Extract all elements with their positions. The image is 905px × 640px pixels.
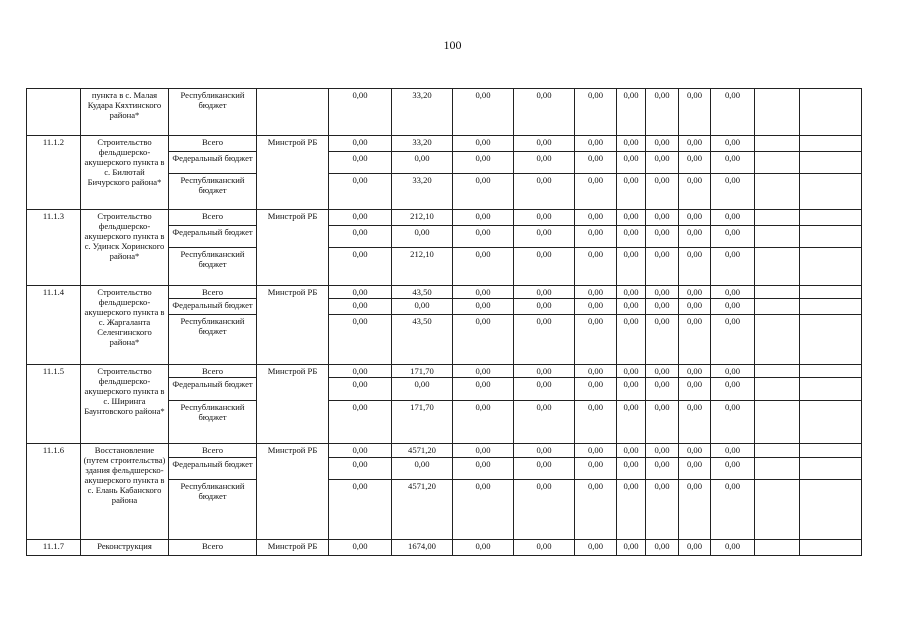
value-cell: 0,00 xyxy=(711,378,755,401)
activity-name-cell: Строительство фельдшерско-акушерского пункта в с. Ширинга Баунтовского района* xyxy=(81,365,169,444)
value-cell: 0,00 xyxy=(711,444,755,458)
value-cell: 4571,20 xyxy=(392,480,453,540)
funding-source-cell: Федеральный бюджет xyxy=(169,458,257,480)
value-cell: 0,00 xyxy=(514,226,575,248)
value-cell: 0,00 xyxy=(453,365,514,378)
value-cell: 0,00 xyxy=(711,226,755,248)
value-cell: 0,00 xyxy=(711,136,755,152)
value-cell: 0,00 xyxy=(514,540,575,556)
executor-cell: Минстрой РБ xyxy=(257,540,329,556)
value-cell: 0,00 xyxy=(711,315,755,365)
value-cell: 0,00 xyxy=(453,89,514,136)
value-cell: 0,00 xyxy=(329,480,392,540)
funding-source-cell: Всего xyxy=(169,136,257,152)
value-cell: 0,00 xyxy=(711,89,755,136)
page-number: 100 xyxy=(443,38,462,52)
value-cell: 0,00 xyxy=(617,152,646,174)
value-cell: 0,00 xyxy=(453,401,514,444)
value-cell: 0,00 xyxy=(453,315,514,365)
value-cell: 0,00 xyxy=(453,136,514,152)
funding-source-cell: Всего xyxy=(169,210,257,226)
value-cell: 0,00 xyxy=(514,248,575,286)
value-cell: 0,00 xyxy=(453,248,514,286)
value-cell: 0,00 xyxy=(646,458,679,480)
value-cell: 0,00 xyxy=(329,540,392,556)
value-cell: 0,00 xyxy=(679,458,711,480)
value-cell: 0,00 xyxy=(575,540,617,556)
value-cell: 43,50 xyxy=(392,315,453,365)
value-cell: 0,00 xyxy=(679,226,711,248)
executor-cell: Минстрой РБ xyxy=(257,286,329,365)
value-cell xyxy=(800,365,862,378)
funding-source-cell: Республиканский бюджет xyxy=(169,315,257,365)
executor-cell: Минстрой РБ xyxy=(257,365,329,444)
value-cell: 0,00 xyxy=(617,299,646,315)
value-cell: 0,00 xyxy=(646,315,679,365)
value-cell: 0,00 xyxy=(575,365,617,378)
table-row xyxy=(27,136,862,152)
value-cell: 0,00 xyxy=(329,174,392,210)
value-cell: 0,00 xyxy=(329,365,392,378)
value-cell xyxy=(800,210,862,226)
activity-name-cell: Строительство фельдшерско-акушерского пункта в с. Билютай Бичурского района* xyxy=(81,136,169,210)
value-cell xyxy=(800,315,862,365)
value-cell: 0,00 xyxy=(329,299,392,315)
value-cell: 0,00 xyxy=(453,458,514,480)
value-cell: 0,00 xyxy=(679,480,711,540)
value-cell: 0,00 xyxy=(575,401,617,444)
table-row xyxy=(27,89,862,136)
funding-source-cell: Федеральный бюджет xyxy=(169,378,257,401)
value-cell xyxy=(755,226,800,248)
value-cell: 0,00 xyxy=(514,365,575,378)
value-cell: 0,00 xyxy=(575,458,617,480)
value-cell: 0,00 xyxy=(453,378,514,401)
table-row xyxy=(27,210,862,226)
funding-source-cell: Республиканский бюджет xyxy=(169,401,257,444)
value-cell xyxy=(800,136,862,152)
value-cell: 0,00 xyxy=(617,210,646,226)
table-row xyxy=(27,365,862,378)
value-cell xyxy=(800,248,862,286)
value-cell xyxy=(800,299,862,315)
value-cell: 33,20 xyxy=(392,89,453,136)
value-cell: 0,00 xyxy=(514,458,575,480)
value-cell: 0,00 xyxy=(514,315,575,365)
value-cell: 0,00 xyxy=(646,299,679,315)
funding-source-cell: Всего xyxy=(169,286,257,299)
activity-name-cell: пункта в с. Малая Кудара Кяхтинского района* xyxy=(81,89,169,136)
value-cell: 0,00 xyxy=(711,401,755,444)
value-cell xyxy=(755,378,800,401)
funding-source-cell: Всего xyxy=(169,444,257,458)
value-cell: 0,00 xyxy=(575,152,617,174)
value-cell: 0,00 xyxy=(617,226,646,248)
value-cell: 0,00 xyxy=(679,248,711,286)
value-cell: 0,00 xyxy=(514,286,575,299)
value-cell: 0,00 xyxy=(453,210,514,226)
funding-source-cell: Республиканский бюджет xyxy=(169,174,257,210)
value-cell: 0,00 xyxy=(711,299,755,315)
funding-source-cell: Федеральный бюджет xyxy=(169,152,257,174)
value-cell: 0,00 xyxy=(575,378,617,401)
value-cell: 0,00 xyxy=(711,458,755,480)
row-number-cell xyxy=(27,89,81,136)
value-cell: 0,00 xyxy=(711,286,755,299)
value-cell: 0,00 xyxy=(575,286,617,299)
value-cell: 0,00 xyxy=(711,480,755,540)
value-cell: 212,10 xyxy=(392,210,453,226)
value-cell: 0,00 xyxy=(329,152,392,174)
executor-cell: Минстрой РБ xyxy=(257,136,329,210)
value-cell: 0,00 xyxy=(679,540,711,556)
value-cell: 0,00 xyxy=(514,89,575,136)
value-cell: 212,10 xyxy=(392,248,453,286)
value-cell: 0,00 xyxy=(575,136,617,152)
value-cell: 0,00 xyxy=(453,299,514,315)
value-cell: 0,00 xyxy=(514,299,575,315)
value-cell: 0,00 xyxy=(514,444,575,458)
value-cell: 0,00 xyxy=(711,365,755,378)
value-cell: 0,00 xyxy=(646,286,679,299)
value-cell xyxy=(800,152,862,174)
value-cell: 0,00 xyxy=(329,136,392,152)
value-cell: 0,00 xyxy=(575,210,617,226)
value-cell: 0,00 xyxy=(575,444,617,458)
value-cell: 0,00 xyxy=(646,401,679,444)
value-cell: 0,00 xyxy=(679,378,711,401)
activity-name-cell: Строительство фельдшерско-акушерского пункта в с. Жаргаланта Селенгинского района* xyxy=(81,286,169,365)
table-row xyxy=(27,444,862,458)
activity-name-cell: Строительство фельдшерско-акушерского пункта в с. Удинск Хоринского района* xyxy=(81,210,169,286)
value-cell: 0,00 xyxy=(646,152,679,174)
value-cell: 0,00 xyxy=(617,444,646,458)
row-number-cell: 11.1.2 xyxy=(27,136,81,210)
value-cell: 0,00 xyxy=(392,299,453,315)
value-cell: 0,00 xyxy=(617,315,646,365)
value-cell: 171,70 xyxy=(392,401,453,444)
value-cell: 0,00 xyxy=(575,248,617,286)
value-cell: 0,00 xyxy=(679,210,711,226)
table-row xyxy=(27,540,862,556)
value-cell: 0,00 xyxy=(617,401,646,444)
funding-source-cell: Федеральный бюджет xyxy=(169,299,257,315)
funding-source-cell: Республиканский бюджет xyxy=(169,89,257,136)
value-cell: 33,20 xyxy=(392,136,453,152)
value-cell: 0,00 xyxy=(679,286,711,299)
value-cell xyxy=(800,444,862,458)
funding-source-cell: Федеральный бюджет xyxy=(169,226,257,248)
value-cell: 0,00 xyxy=(575,299,617,315)
value-cell: 0,00 xyxy=(514,480,575,540)
executor-cell xyxy=(257,89,329,136)
value-cell xyxy=(755,152,800,174)
row-number-cell: 11.1.7 xyxy=(27,540,81,556)
value-cell: 0,00 xyxy=(329,315,392,365)
executor-cell: Минстрой РБ xyxy=(257,444,329,540)
value-cell: 0,00 xyxy=(453,174,514,210)
value-cell: 0,00 xyxy=(646,378,679,401)
value-cell: 0,00 xyxy=(329,89,392,136)
value-cell: 0,00 xyxy=(679,136,711,152)
row-number-cell: 11.1.4 xyxy=(27,286,81,365)
value-cell: 0,00 xyxy=(646,89,679,136)
row-number-cell: 11.1.5 xyxy=(27,365,81,444)
activity-name-cell: Восстановление (путем строительства) здания фельдшерско-акушерского пункта в с. Елань Кабанского района xyxy=(81,444,169,540)
value-cell xyxy=(755,458,800,480)
executor-cell: Минстрой РБ xyxy=(257,210,329,286)
value-cell: 0,00 xyxy=(617,480,646,540)
value-cell: 0,00 xyxy=(329,248,392,286)
value-cell: 0,00 xyxy=(617,365,646,378)
value-cell xyxy=(755,444,800,458)
value-cell: 0,00 xyxy=(711,248,755,286)
value-cell: 0,00 xyxy=(514,174,575,210)
value-cell: 0,00 xyxy=(453,286,514,299)
funding-source-cell: Республиканский бюджет xyxy=(169,248,257,286)
value-cell: 0,00 xyxy=(646,174,679,210)
value-cell: 0,00 xyxy=(392,226,453,248)
value-cell: 0,00 xyxy=(646,226,679,248)
value-cell: 0,00 xyxy=(617,458,646,480)
value-cell: 0,00 xyxy=(392,378,453,401)
value-cell: 0,00 xyxy=(329,401,392,444)
value-cell xyxy=(755,540,800,556)
value-cell: 0,00 xyxy=(646,540,679,556)
value-cell: 0,00 xyxy=(617,89,646,136)
value-cell xyxy=(800,89,862,136)
value-cell xyxy=(755,136,800,152)
value-cell xyxy=(755,286,800,299)
value-cell: 171,70 xyxy=(392,365,453,378)
value-cell xyxy=(755,480,800,540)
value-cell: 0,00 xyxy=(711,210,755,226)
value-cell: 0,00 xyxy=(392,152,453,174)
value-cell: 0,00 xyxy=(453,444,514,458)
value-cell: 0,00 xyxy=(514,152,575,174)
value-cell: 43,50 xyxy=(392,286,453,299)
value-cell: 0,00 xyxy=(646,210,679,226)
value-cell xyxy=(800,174,862,210)
value-cell xyxy=(755,401,800,444)
row-number-cell: 11.1.6 xyxy=(27,444,81,540)
value-cell: 0,00 xyxy=(514,136,575,152)
value-cell: 0,00 xyxy=(329,458,392,480)
value-cell: 0,00 xyxy=(679,174,711,210)
value-cell xyxy=(800,480,862,540)
value-cell: 0,00 xyxy=(575,89,617,136)
value-cell: 0,00 xyxy=(329,226,392,248)
funding-source-cell: Республиканский бюджет xyxy=(169,480,257,540)
value-cell: 0,00 xyxy=(679,299,711,315)
value-cell: 4571,20 xyxy=(392,444,453,458)
value-cell: 0,00 xyxy=(617,174,646,210)
funding-source-cell: Всего xyxy=(169,540,257,556)
value-cell: 0,00 xyxy=(453,226,514,248)
value-cell: 0,00 xyxy=(617,286,646,299)
value-cell: 0,00 xyxy=(514,378,575,401)
value-cell xyxy=(800,458,862,480)
value-cell: 0,00 xyxy=(711,152,755,174)
value-cell: 0,00 xyxy=(575,480,617,540)
value-cell: 0,00 xyxy=(453,152,514,174)
value-cell xyxy=(755,365,800,378)
value-cell: 33,20 xyxy=(392,174,453,210)
value-cell: 0,00 xyxy=(575,315,617,365)
budget-table xyxy=(26,88,862,556)
value-cell xyxy=(755,299,800,315)
value-cell: 1674,00 xyxy=(392,540,453,556)
value-cell: 0,00 xyxy=(617,540,646,556)
value-cell: 0,00 xyxy=(646,136,679,152)
value-cell xyxy=(800,286,862,299)
value-cell xyxy=(755,248,800,286)
value-cell: 0,00 xyxy=(617,378,646,401)
value-cell: 0,00 xyxy=(329,444,392,458)
table-row xyxy=(27,286,862,299)
value-cell: 0,00 xyxy=(679,401,711,444)
value-cell xyxy=(800,401,862,444)
value-cell: 0,00 xyxy=(711,540,755,556)
value-cell: 0,00 xyxy=(453,540,514,556)
value-cell: 0,00 xyxy=(646,444,679,458)
value-cell: 0,00 xyxy=(679,89,711,136)
value-cell: 0,00 xyxy=(679,365,711,378)
value-cell: 0,00 xyxy=(646,248,679,286)
value-cell xyxy=(755,89,800,136)
value-cell xyxy=(755,174,800,210)
funding-source-cell: Всего xyxy=(169,365,257,378)
value-cell: 0,00 xyxy=(575,226,617,248)
activity-name-cell: Реконструкция xyxy=(81,540,169,556)
value-cell: 0,00 xyxy=(646,365,679,378)
value-cell: 0,00 xyxy=(679,152,711,174)
value-cell xyxy=(800,540,862,556)
value-cell xyxy=(755,210,800,226)
value-cell: 0,00 xyxy=(711,174,755,210)
value-cell: 0,00 xyxy=(514,210,575,226)
value-cell: 0,00 xyxy=(392,458,453,480)
value-cell xyxy=(800,378,862,401)
value-cell: 0,00 xyxy=(514,401,575,444)
value-cell: 0,00 xyxy=(329,210,392,226)
value-cell: 0,00 xyxy=(617,248,646,286)
value-cell: 0,00 xyxy=(575,174,617,210)
row-number-cell: 11.1.3 xyxy=(27,210,81,286)
value-cell xyxy=(800,226,862,248)
value-cell: 0,00 xyxy=(679,444,711,458)
value-cell: 0,00 xyxy=(329,378,392,401)
value-cell: 0,00 xyxy=(617,136,646,152)
value-cell: 0,00 xyxy=(679,315,711,365)
value-cell: 0,00 xyxy=(453,480,514,540)
value-cell xyxy=(755,315,800,365)
value-cell: 0,00 xyxy=(646,480,679,540)
value-cell: 0,00 xyxy=(329,286,392,299)
